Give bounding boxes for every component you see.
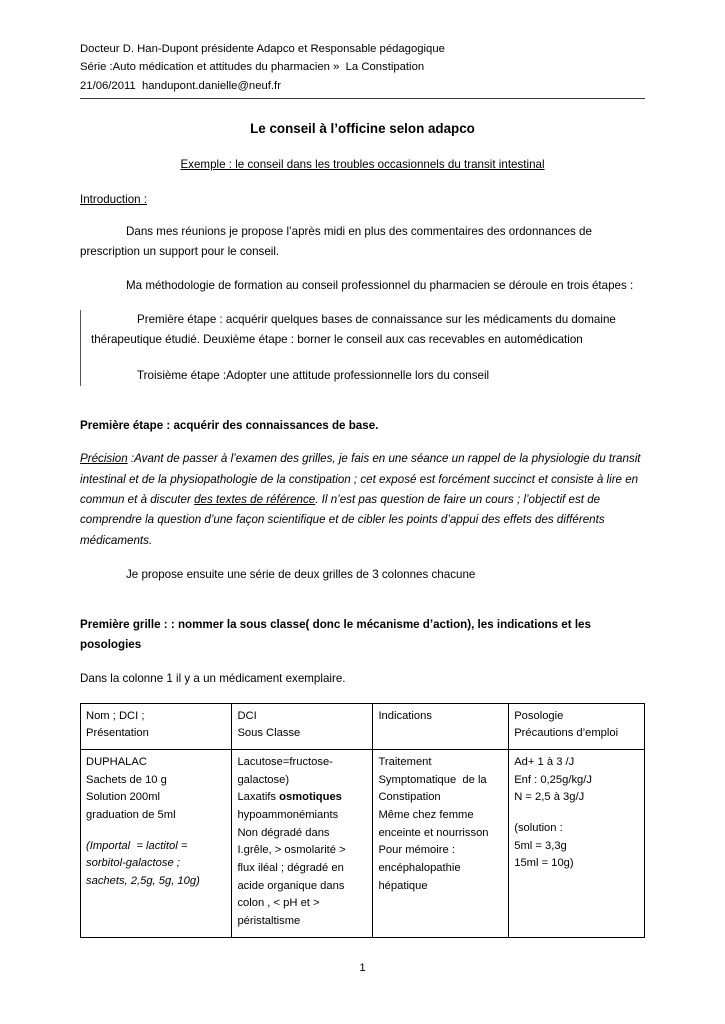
cell-line: I.grêle, > osmolarité > xyxy=(237,844,346,857)
cell-line: Non dégradé dans xyxy=(237,826,330,839)
cell-line: Présentation xyxy=(86,727,149,740)
cell-line: péristaltisme xyxy=(237,915,301,928)
cell-line: N = 2,5 à 3g/J xyxy=(514,791,585,804)
paragraph-intro-1: Dans mes réunions je propose l’après midi en plus des commentaires des ordonnances de prescription un support pour le conseil. xyxy=(80,224,592,258)
cell-line: galactose) xyxy=(237,773,290,786)
precision-paragraph xyxy=(80,449,645,550)
cell-line: colon , < pH et > xyxy=(237,897,320,910)
cell-line: Même chez femme xyxy=(378,809,474,822)
table-cell-indications xyxy=(373,749,509,937)
cell-line: sachets, 2,5g, 5g, 10g) xyxy=(86,875,200,888)
cell-text: Laxatifs xyxy=(237,791,280,804)
heading-premiere-grille-line1: Première grille : : nommer la sous classe( donc le mécanisme d’action), les indications et les xyxy=(80,617,591,631)
precision-text-1: :Avant de passer à l’examen des grilles, je fais en une séance un rappel de la physiologie du transit intestinal et de la physiopathologie de la constipation ; cet exposé est forcément succinct et consiste à lire en commun et à discuter xyxy=(80,452,641,507)
steps-quoted-block xyxy=(80,310,645,386)
cell-line: Ad+ 1 à 3 /J xyxy=(514,755,575,768)
cell-line: DUPHALAC xyxy=(86,755,147,768)
page-title: Le conseil à l’officine selon adapco xyxy=(250,120,475,136)
page-number: 1 xyxy=(359,962,366,974)
cell-line: Nom ; DCI ; xyxy=(86,709,145,722)
cell-line: graduation de 5ml xyxy=(86,809,176,822)
cell-line: flux iléal ; dégradé en xyxy=(237,862,344,875)
heading-etape-1: Première étape : acquérir des connaissances de base. xyxy=(80,418,379,432)
cell-line: 5ml = 3,3g xyxy=(514,839,567,852)
cell-line: Lacutose=fructose- xyxy=(237,755,333,768)
paragraph-colonne-1: Dans la colonne 1 il y a un médicament exemplaire. xyxy=(80,671,346,685)
table-header-cell-nom xyxy=(81,703,232,749)
cell-line: 15ml = 10g) xyxy=(514,857,574,870)
cell-line: (solution : xyxy=(514,822,563,835)
cell-line: Précautions d’emploi xyxy=(514,727,619,740)
table-header-cell-dci xyxy=(232,703,373,749)
cell-line: sorbitol-galactose ; xyxy=(86,857,180,870)
cell-line: Sachets de 10 g xyxy=(86,773,167,786)
table-cell-sousclasse xyxy=(232,749,373,937)
cell-line: (Importal = lactitol = xyxy=(86,839,188,852)
cell-line: acide organique dans xyxy=(237,879,345,892)
header-line-1: Docteur D. Han-Dupont présidente Adapco et Responsable pédagogique xyxy=(80,43,445,55)
precision-reference-text: des textes de référence xyxy=(194,493,316,507)
cell-line: Constipation xyxy=(378,791,441,804)
cell-line: Symptomatique de la xyxy=(378,773,487,786)
cell-text-bold: osmotiques xyxy=(279,791,342,804)
cell-line: Posologie xyxy=(514,709,564,722)
precision-label: Précision xyxy=(80,452,128,466)
cell-line: Traitement xyxy=(378,755,432,768)
introduction-label: Introduction : xyxy=(80,192,148,206)
document-header xyxy=(80,40,645,99)
precision-text-2: . Il n’est pas question de faire un cours ; l’objectif est de comprendre la question d’une façon scientifique et de cibler les points d’appui des effets des différents médicaments. xyxy=(80,493,605,547)
cell-line-laxatifs xyxy=(237,789,367,807)
table-row xyxy=(81,749,645,937)
paragraph-step-1-2: Première étape : acquérir quelques bases de connaissance sur les médicaments du domaine thérapeutique étudié. Deuxième étape : borner le conseil aux cas recevables en automédication xyxy=(91,312,616,346)
cell-line: Solution 200ml xyxy=(86,791,161,804)
page-subtitle: Exemple : le conseil dans les troubles occasionnels du transit intestinal xyxy=(180,157,545,171)
cell-line: Pour mémoire : xyxy=(378,844,455,857)
header-line-3: 21/06/2011 handupont.danielle@neuf.fr xyxy=(80,79,281,92)
cell-line: enceinte et nourrisson xyxy=(378,826,489,839)
paragraph-grilles: Je propose ensuite une série de deux grilles de 3 colonnes chacune xyxy=(126,567,476,581)
heading-premiere-grille-line2: posologies xyxy=(80,637,142,651)
cell-line: DCI xyxy=(237,709,257,722)
table-row xyxy=(81,703,645,749)
cell-line: hépatique xyxy=(378,879,428,892)
table-header-cell-posologie xyxy=(509,703,645,749)
cell-line: Enf : 0,25g/kg/J xyxy=(514,773,592,786)
header-line-2: Série :Auto médication et attitudes du pharmacien » La Constipation xyxy=(80,61,425,74)
medication-table xyxy=(80,703,645,938)
paragraph-step-3: Troisième étape :Adopter une attitude professionnelle lors du conseil xyxy=(137,368,490,382)
table-cell-duphalac xyxy=(81,749,232,937)
cell-line: encéphalopathie xyxy=(378,862,461,875)
cell-line: Sous Classe xyxy=(237,727,301,740)
table-header-cell-indications xyxy=(373,703,509,749)
cell-line: Indications xyxy=(378,709,432,722)
cell-line: hypoammonémiants xyxy=(237,809,339,822)
heading-premiere-grille xyxy=(80,615,645,655)
paragraph-intro-2: Ma méthodologie de formation au conseil professionnel du pharmacien se déroule en trois étapes : xyxy=(126,278,634,292)
table-cell-posologie xyxy=(509,749,645,937)
